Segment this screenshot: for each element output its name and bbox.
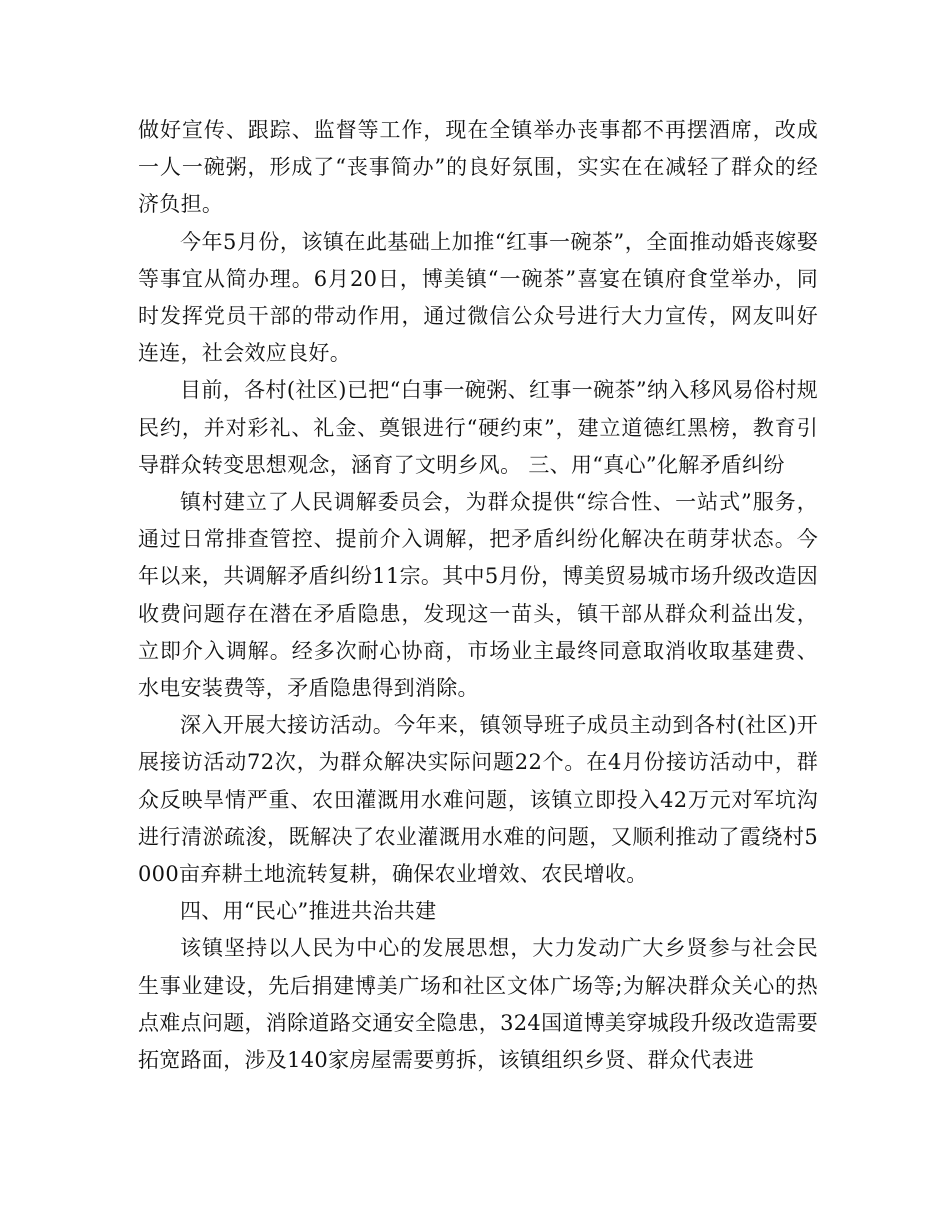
paragraph-5: 深入开展大接访活动。今年来，镇领导班子成员主动到各村(社区)开展接访活动72次，为群众解决实际问题22个。在4月份接访活动中，群众反映旱情严重、农田灌溉用水难问题，该镇立即投入42万元对军坑沟进行清淤疏浚，既解决了农业灌溉用水难的问题，又顺利推动了霞绕村5000亩弃耕土地流转复耕，确保农业增效、农民增收。 xyxy=(138,713,818,887)
document-body xyxy=(138,112,818,1079)
section-heading-4: 四、用“民心”推进共治共建 xyxy=(180,899,437,924)
paragraph-1: 做好宣传、跟踪、监督等工作，现在全镇举办丧事都不再摆酒席，改成一人一碗粥，形成了“丧事简办”的良好氛围，实实在在减轻了群众的经济负担。 xyxy=(138,118,818,217)
paragraph-6: 该镇坚持以人民为中心的发展思想，大力发动广大乡贤参与社会民生事业建设，先后捐建博美广场和社区文体广场等;为解决群众关心的热点难点问题，消除道路交通安全隐患，324国道博美穿城段升级改造需要拓宽路面，涉及140家房屋需要剪拆，该镇组织乡贤、群众代表进 xyxy=(138,936,818,1073)
paragraph-3: 目前，各村(社区)已把“白事一碗粥、红事一碗茶”纳入移风易俗村规民约，并对彩礼、礼金、奠银进行“硬约束”，建立道德红黑榜，教育引导群众转变思想观念，涵育了文明乡风。 三、用“真心”化解矛盾纠纷 xyxy=(138,378,818,477)
paragraph-4: 镇村建立了人民调解委员会，为群众提供“综合性、一站式”服务，通过日常排查管控、提前介入调解，把矛盾纠纷化解决在萌芽状态。今年以来，共调解矛盾纠纷11宗。其中5月份，博美贸易城市场升级改造因收费问题存在潜在矛盾隐患，发现这一苗头，镇干部从群众利益出发，立即介入调解。经多次耐心协商，市场业主最终同意取消收取基建费、水电安装费等，矛盾隐患得到消除。 xyxy=(138,490,818,701)
paragraph-2: 今年5月份，该镇在此基础上加推“红事一碗茶”，全面推动婚丧嫁娶等事宜从简办理。6月20日，博美镇“一碗茶”喜宴在镇府食堂举办，同时发挥党员干部的带动作用，通过微信公众号进行大力宣传，网友叫好连连，社会效应良好。 xyxy=(138,229,818,366)
